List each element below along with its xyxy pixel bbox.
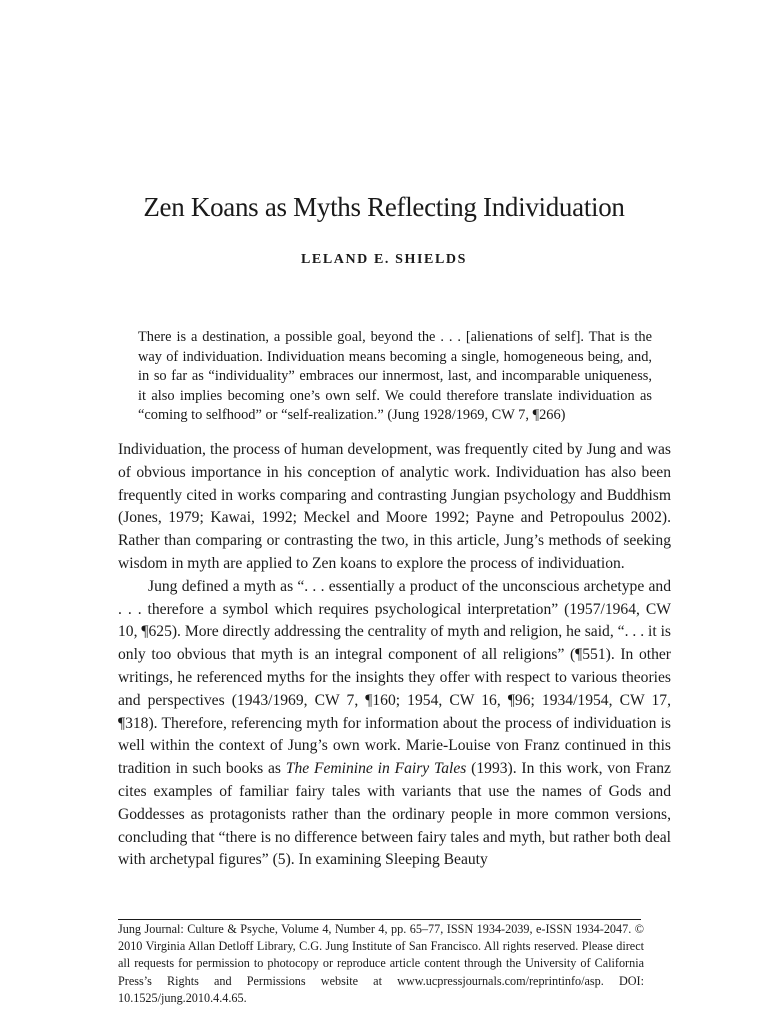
body-paragraph-2-text-b: (1993). In this work, von Franz cites examples of familiar fairy tales with variants that use the names of Gods and Goddesses as protagonists rather than the ordinary people in more common versions, concluding that “there is no difference between fairy tales and myth, but rather both deal with archetypal figures” (5). In examining Sleeping Beauty <box>118 760 671 869</box>
body-paragraph-2 <box>118 576 671 872</box>
footnote-divider <box>118 919 641 920</box>
epigraph-quote: There is a destination, a possible goal, beyond the . . . [alienations of self]. That is the way of individuation. Individuation means becoming a single, homogeneous being, and, in so far as “individuality” embraces our innermost, last, and incomparable uniqueness, it also implies becoming one’s own self. We could therefore translate individuation as “coming to selfhood” or “self-realization.” (Jung 1928/1969, CW 7, ¶266) <box>138 329 652 424</box>
publication-footnote: Jung Journal: Culture & Psyche, Volume 4, Number 4, pp. 65–77, ISSN 1934-2039, e-ISSN 1934-2047. © 2010 Virginia Allan Detloff Library, C.G. Jung Institute of San Francisco. All rights reserved. Please direct all requests for permission to photocopy or reproduce article content through the University of California Press’s Rights and Permissions website at www.ucpressjournals.com/reprintinfo/asp. DOI: 10.1525/jung.2010.4.4.65. <box>118 922 644 1005</box>
book-title-italic: The Feminine in Fairy Tales <box>285 760 467 778</box>
article-title: Zen Koans as Myths Reflecting Individuation <box>143 192 625 222</box>
article-author: LELAND E. SHIELDS <box>300 252 468 267</box>
body-paragraph-1: Individuation, the process of human development, was frequently cited by Jung and was of obvious importance in his conception of analytic work. Individuation has also been frequently cited in works comparing and contrasting Jungian psychology and Buddhism (Jones, 1979; Kawai, 1992; Meckel and Moore 1992; Payne and Petropoulus 2002). Rather than comparing or contrasting the two, in this article, Jung’s methods of seeking wisdom in myth are applied to Zen koans to explore the process of individuation. <box>118 441 671 572</box>
body-paragraph-2-text-a: Jung defined a myth as “. . . essentially a product of the unconscious archetype and . . . therefore a symbol which requires psychological interpretation” (1957/1964, CW 10, ¶625). More directly addressing the centrality of myth and religion, he said, “. . . it is only too obvious that myth is an integral component of all religions” (¶551). In other writings, he referenced myths for the insights they offer with respect to various theories and perspectives (1943/1969, CW 7, ¶160; 1954, CW 16, ¶96; 1934/1954, CW 17, ¶318). Therefore, referencing myth for information about the process of individuation is well within the context of Jung’s own work. Marie-Louise von Franz continued in this tradition in such books as <box>118 577 671 778</box>
article-body <box>118 439 671 872</box>
